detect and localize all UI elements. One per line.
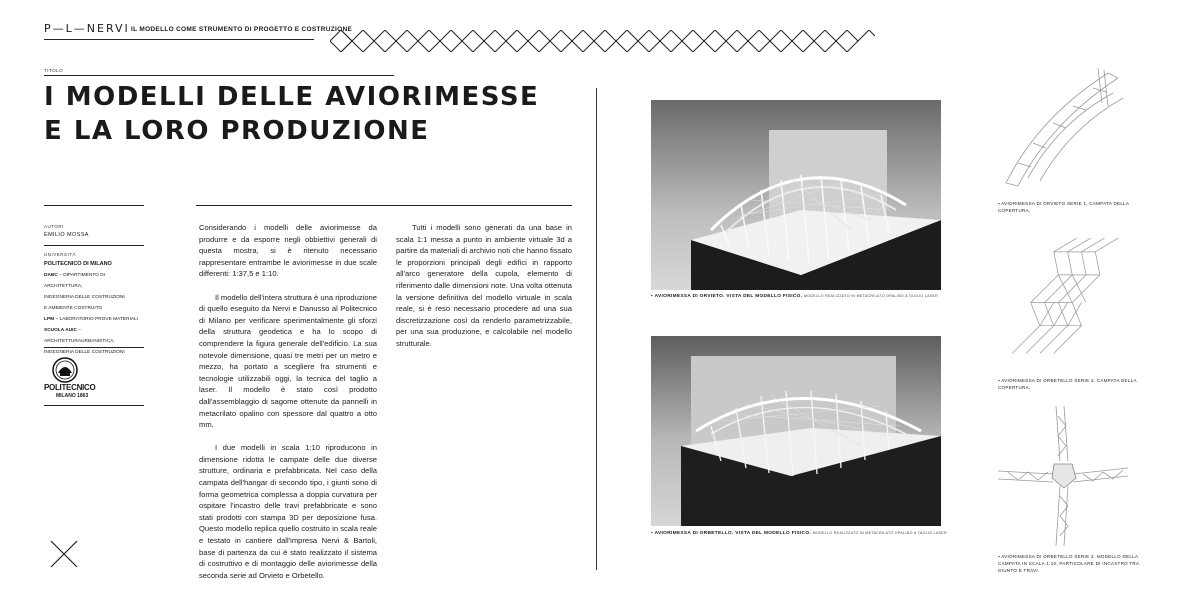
page-spine-divider <box>596 88 597 570</box>
diagram-caption-text: AVIORIMESSA DI ORBETELLO SERIE 2. MODELLO DELLA CAMPATA IN SCALA 1:10, PARTICOLARE DI INCASTRO TRA GIUNTO E TRAVI. <box>998 554 1140 573</box>
diagram-caption-text: AVIORIMESSA DI ORBETELLO SERIE 2, CAMPATA DELLA COPERTURA. <box>998 378 1137 390</box>
body-paragraph: Il modello dell'intera struttura è una riproduzione di quello eseguito da Nervi e Danusso al Politecnico di Milano per verificare sperimentalmente gli sforzi della struttura geodetica e ha lo scopo di comprendere la figura generale dell'edificio. La sua notevole dimensione, quasi tre metri per un metro e mezzo, ha portato a scegliere fra strumenti e tecnologie utilizzabili oggi, la tecnica del taglio a laser. Il modello è stato così prodotto dall'assemblaggio di sagome ottenute da pannelli in metacrilato opalino con spessore dal quattro a otto mm. <box>199 292 377 430</box>
model-photo-orbetello <box>651 336 941 526</box>
logo-rule-top <box>44 347 144 348</box>
university-label: UNIVERSITÀ <box>44 252 77 257</box>
diamond-pattern <box>330 30 875 52</box>
body-paragraph: Tutti i modelli sono generati da una base in scala 1:1 messa a punto in ambiente virtuale 3d a partire da materiali di archivio noti che hanno fissato le proporzioni principali degli edifici in rapporto all'arco generatore della cupola, elemento di riferimento dalle dimensioni note. Una volta ottenuta la versione definitiva del modello virtuale in scala reale, si è reso necessario procedere ad una sua discretizzazione così da renderlo parametrizzabile, per una sua produzione, e calcolabile nel modello strutturale. <box>396 223 572 348</box>
university-rule <box>44 245 144 246</box>
section-label: TITOLO <box>44 68 64 73</box>
logo-wordmark: POLITECNICO <box>44 383 96 392</box>
diagram-caption: ▪ AVIORIMESSA DI ORBETELLO SERIE 2, CAMPATA DELLA COPERTURA. <box>998 378 1137 390</box>
caption-main: AVIORIMESSA DI ORBETELLO. VISTA DEL MODELLO FISICO. <box>654 531 812 536</box>
dept-text: INGEGNERIA DELLE COSTRUZIONI <box>44 295 125 300</box>
span-diagram-orvieto <box>998 68 1128 188</box>
brand-logo: P—L—NERVI <box>44 22 130 35</box>
dept-code: SCUOLA AUIC <box>44 328 77 333</box>
logo-subline: MILANO 1863 <box>56 393 89 399</box>
authors-rule <box>44 205 144 206</box>
caption-detail: MODELLO REALIZZATO IN METACRILATO OPALINO A TAGLIO LASER <box>803 294 939 298</box>
title-line-1: I MODELLI DELLE AVIORIMESSE <box>44 82 540 112</box>
header-rule <box>44 39 314 40</box>
caption-detail: MODELLO REALIZZATO IN METACRILATO OPALINO A TAGLIO LASER <box>812 531 947 535</box>
author-name: EMILIO MOSSA <box>44 232 89 238</box>
university-name: POLITECNICO DI MILANO <box>44 261 112 267</box>
span-diagram-orbetello <box>998 238 1128 358</box>
department-list <box>44 270 144 358</box>
photo-caption: ▪ AVIORIMESSA DI ORVIETO. VISTA DEL MODELLO FISICO. MODELLO REALIZZATO IN METACRILATO OPALINO A TAGLIO LASER <box>651 294 939 299</box>
authors-block <box>44 205 144 358</box>
dept-text: INGEGNERIA DELLE COSTRUZIONI <box>44 350 125 355</box>
dept-text: E AMBIENTE COSTRUITO <box>44 306 103 311</box>
column-rule <box>196 205 396 206</box>
diagram-caption-text: AVIORIMESSA DI ORVIETO SERIE 1, CAMPATA DELLA COPERTURA. <box>998 201 1129 213</box>
model-photo-orvieto <box>651 100 941 290</box>
close-x-icon <box>50 540 78 568</box>
photo-caption: ▪ AVIORIMESSA DI ORBETELLO. VISTA DEL MODELLO FISICO. MODELLO REALIZZATO IN METACRILATO OPALINO A TAGLIO LASER <box>651 531 947 536</box>
dept-text: – LABORATORIO PROVE MATERIALI <box>54 317 139 322</box>
seal-icon <box>44 353 144 408</box>
authors-label: AUTORI <box>44 224 64 229</box>
body-column-2 <box>396 222 572 361</box>
dept-text: – ARCHITETTURAURBANISTICA, <box>44 328 115 344</box>
column-rule <box>396 205 572 206</box>
header-subtitle: IL MODELLO COME STRUMENTO DI PROGETTO E COSTRUZIONE <box>131 26 353 33</box>
page-title <box>44 80 539 148</box>
dept-text: – DIPARTIMENTO DI ARCHITETTURA, <box>44 273 106 289</box>
title-rule <box>44 75 394 76</box>
caption-main: AVIORIMESSA DI ORVIETO. VISTA DEL MODELLO FISICO. <box>654 294 803 299</box>
logo-rule-bottom <box>44 405 144 406</box>
dept-code: DABC <box>44 273 58 278</box>
body-paragraph: Considerando i modelli delle aviorimesse da produrre e da esporre negli obbiettivi generali di questa mostra, si è ritenuto necessario rappresentare entrambe le aviorimesse in due scale differenti: 1:37,5 e 1:10. <box>199 223 377 279</box>
body-paragraph: I due modelli in scala 1:10 riproducono in dimensione ridotta le campate delle due diverse strutture, ordinaria e prefabbricata. Nel caso della campata dell'hangar di secondo tipo, i giunti sono di forma geometrica complessa a doppia curvatura per ospitare l'incastro delle travi prefabbricate e sono stati prodotti con stampa 3D per deposizione fusa. Questo modello replica quello costruito in scala reale e testato in cantiere dall'impresa Nervi & Bartoli, base di partenza da cui è stato realizzato il sistema di costruttivo e di montaggio delle aviorimesse della seconda serie ad Orvieto e Orbetello. <box>199 443 377 580</box>
politecnico-logo <box>44 353 144 408</box>
diagram-caption: ▪ AVIORIMESSA DI ORBETELLO SERIE 2. MODELLO DELLA CAMPATA IN SCALA 1:10, PARTICOLARE DI INCASTRO TRA GIUNTO E TRAVI. <box>998 554 1140 573</box>
dept-code: LPM <box>44 317 55 322</box>
diagram-caption: ▪ AVIORIMESSA DI ORVIETO SERIE 1, CAMPATA DELLA COPERTURA. <box>998 201 1129 213</box>
joint-diagram-orbetello <box>998 406 1128 546</box>
body-column-1 <box>199 222 377 593</box>
title-line-2: E LA LORO PRODUZIONE <box>44 116 430 146</box>
